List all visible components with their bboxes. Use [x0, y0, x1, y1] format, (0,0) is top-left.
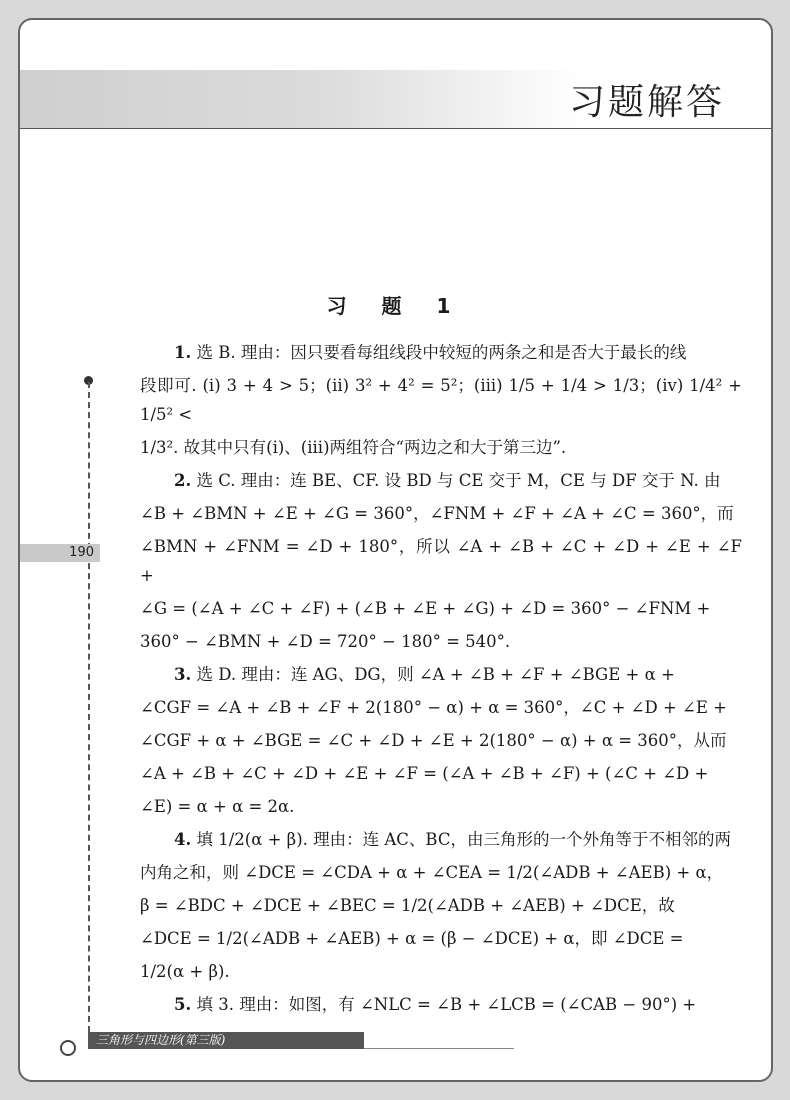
problem-2-line-3: ∠BMN + ∠FNM = ∠D + 180°，所以 ∠A + ∠B + ∠C + ∠D + ∠E + ∠F +: [140, 537, 742, 585]
problem-3-line-4: ∠A + ∠B + ∠C + ∠D + ∠E + ∠F = (∠A + ∠B + ∠F) + (∠C + ∠D +: [140, 764, 709, 783]
problem-number: 1.: [174, 343, 192, 362]
problem-3-line-1: 3. 选 D. 理由：连 AG、DG，则 ∠A + ∠B + ∠F + ∠BGE + α +: [174, 665, 675, 684]
book-page: [18, 18, 773, 1082]
problem-1-line-1: 1. 选 B. 理由：因只要看每组线段中较短的两条之和是否大于最长的线: [174, 343, 687, 362]
problem-3-line-3: ∠CGF + α + ∠BGE = ∠C + ∠D + ∠E + 2(180° − α) + α = 360°，从而: [140, 731, 727, 750]
header-rule: [20, 128, 771, 129]
problem-5-line-1: 5. 填 3. 理由：如图，有 ∠NLC = ∠B + ∠LCB = (∠CAB − 90°) +: [174, 995, 697, 1014]
problem-number: 4.: [174, 830, 192, 849]
footer-circle-ornament: [60, 1040, 76, 1056]
problem-4-line-5: 1/2(α + β).: [140, 962, 230, 981]
problem-1-line-3: 1/3². 故其中只有(i)、(iii)两组符合“两边之和大于第三边”.: [140, 438, 567, 457]
problem-4-line-1: 4. 填 1/2(α + β). 理由：连 AC、BC，由三角形的一个外角等于不相邻的两: [174, 830, 731, 849]
problem-4-line-3: β = ∠BDC + ∠DCE + ∠BEC = 1/2(∠ADB + ∠AEB) + ∠DCE，故: [140, 896, 675, 915]
problem-2-line-5: 360° − ∠BMN + ∠D = 720° − 180° = 540°.: [140, 632, 511, 651]
problem-4-line-4: ∠DCE = 1/2(∠ADB + ∠AEB) + α = (β − ∠DCE) + α，即 ∠DCE =: [140, 929, 684, 948]
problem-3-line-2: ∠CGF = ∠A + ∠B + ∠F + 2(180° − α) + α = 360°，∠C + ∠D + ∠E +: [140, 698, 727, 717]
footer-rule: [364, 1048, 514, 1049]
problem-2-line-2: ∠B + ∠BMN + ∠E + ∠G = 360°，∠FNM + ∠F + ∠A + ∠C = 360°，而: [140, 504, 734, 523]
page-number-tab: 190: [20, 544, 100, 562]
problem-number: 3.: [174, 665, 192, 684]
footer-book-title: 三角形与四边形(第三版): [88, 1032, 364, 1049]
problem-1-line-2: 段即可. (i) 3 + 4 > 5；(ii) 3² + 4² = 5²；(iii) 1/5 + 1/4 > 1/3；(iv) 1/4² + 1/5² <: [140, 376, 742, 424]
problem-4-line-2: 内角之和，则 ∠DCE = ∠CDA + α + ∠CEA = 1/2(∠ADB + ∠AEB) + α，: [140, 863, 724, 882]
margin-dashed-line: [88, 382, 90, 1042]
section-title: 习 题 1: [326, 294, 465, 318]
problem-3-line-5: ∠E) = α + α = 2α.: [140, 797, 295, 816]
chapter-header-title: 习题解答: [568, 82, 725, 123]
answers-body: [140, 338, 742, 1023]
problem-number: 5.: [174, 995, 192, 1014]
problem-2-line-4: ∠G = (∠A + ∠C + ∠F) + (∠B + ∠E + ∠G) + ∠D = 360° − ∠FNM +: [140, 599, 711, 618]
problem-2-line-1: 2. 选 C. 理由：连 BE、CF. 设 BD 与 CE 交于 M，CE 与 DF 交于 N. 由: [174, 471, 721, 490]
problem-number: 2.: [174, 471, 192, 490]
header-gray-band: [20, 70, 580, 128]
